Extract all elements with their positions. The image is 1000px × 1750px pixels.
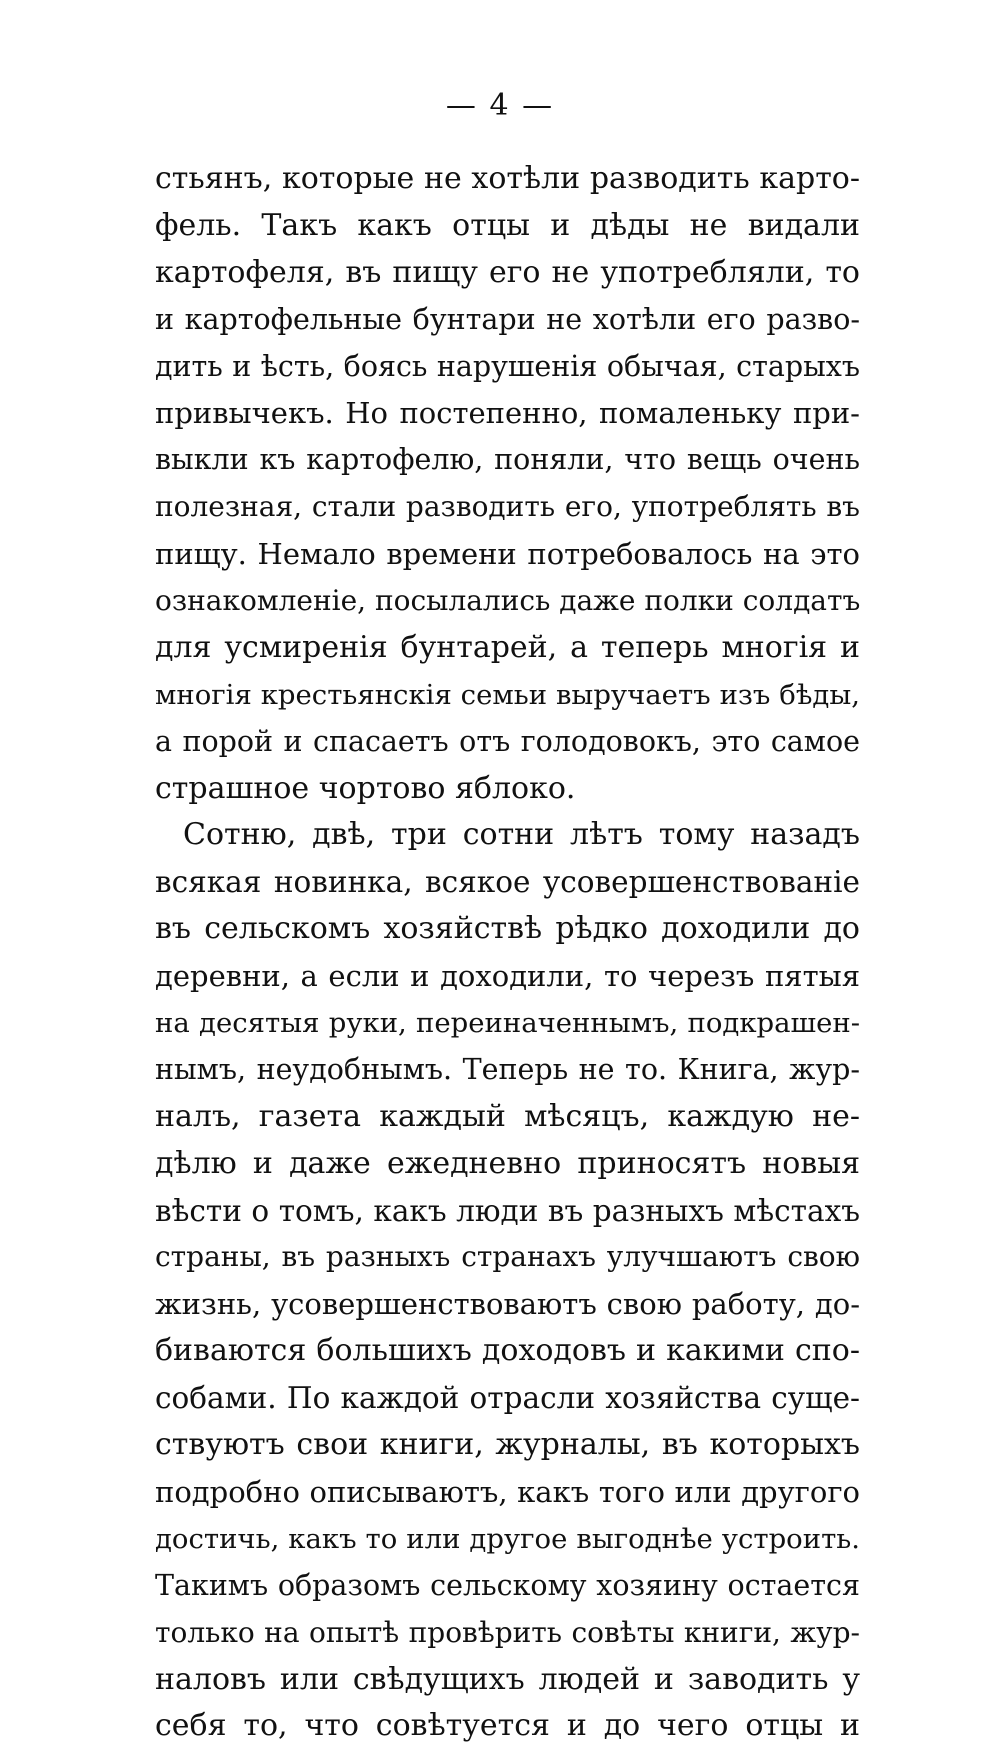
text-block [155, 156, 860, 1750]
text-line: вѣсти о томъ, какъ люди въ разныхъ мѣстахъ [155, 1193, 860, 1228]
text-line: для усмиренія бунтарей, а теперь многія и [155, 629, 860, 665]
text-line: наловъ или свѣдущихъ людей и заводить у [155, 1661, 860, 1697]
paragraph-end-line: страшное чортово яблоко. [155, 770, 576, 806]
text-line: ствуютъ свои книги, журналы, въ которыхъ [155, 1427, 860, 1463]
page-number: — 4 — [445, 88, 555, 123]
text-line: многія крестьянскія семьи выручаетъ изъ бѣды, [155, 678, 860, 711]
text-line: достичь, какъ то или другое выгоднѣе устроить. [155, 1522, 860, 1555]
text-line: всякая новинка, всякое усовершенствованіе [155, 865, 860, 900]
text-line: пищу. Немало времени потребовалось на это [155, 537, 860, 572]
text-line: налъ, газета каждый мѣсяцъ, каждую не- [155, 1098, 860, 1134]
text-line: стьянъ, которые не хотѣли разводить карто- [155, 161, 860, 196]
text-line: фель. Такъ какъ отцы и дѣды не видали [155, 207, 860, 243]
text-line: на десятыя руки, переиначеннымъ, подкрашен- [155, 1007, 860, 1040]
text-line: дѣлю и даже ежедневно приносятъ новыя [155, 1145, 860, 1181]
text-line: а порой и спасаетъ отъ голодовокъ, это самое [155, 724, 860, 758]
text-line: нымъ, неудобнымъ. Теперь не то. Книга, жур- [155, 1052, 860, 1086]
text-line: дить и ѣсть, боясь нарушенія обычая, старыхъ [155, 349, 860, 383]
text-line: только на опытѣ провѣрить совѣты книги, жур- [155, 1615, 860, 1649]
paragraph-start-line: Сотню, двѣ, три сотни лѣтъ тому назадъ [183, 817, 860, 853]
text-line: себя то, что совѣтуется и до чего отцы и [155, 1708, 860, 1744]
text-line: собами. По каждой отрасли хозяйства суще- [155, 1381, 860, 1416]
text-line: картофеля, въ пищу его не употребляли, то [155, 254, 860, 290]
text-line: жизнь, усовершенствоваютъ свою работу, до- [155, 1287, 860, 1322]
text-line: выкли къ картофелю, поняли, что вещь очень [155, 443, 860, 477]
text-line: и картофельные бунтари не хотѣли его разво- [155, 302, 860, 336]
text-line: полезная, стали разводить его, употреблять въ [155, 490, 860, 524]
text-line: страны, въ разныхъ странахъ улучшаютъ свою [155, 1240, 860, 1274]
text-line: Такимъ образомъ сельскому хозяину остается [155, 1568, 860, 1602]
text-line: деревни, а если и доходили, то черезъ пятыя [155, 959, 860, 994]
text-line: биваются большихъ доходовъ и какими спо- [155, 1333, 860, 1369]
text-line: ознакомленіе, посылались даже полки солдатъ [155, 584, 860, 618]
text-line: привычекъ. Но постепенно, помаленьку при- [155, 396, 860, 431]
text-line: въ сельскомъ хозяйствѣ рѣдко доходили до [155, 911, 860, 947]
text-line: подробно описываютъ, какъ того или другого [155, 1474, 860, 1509]
